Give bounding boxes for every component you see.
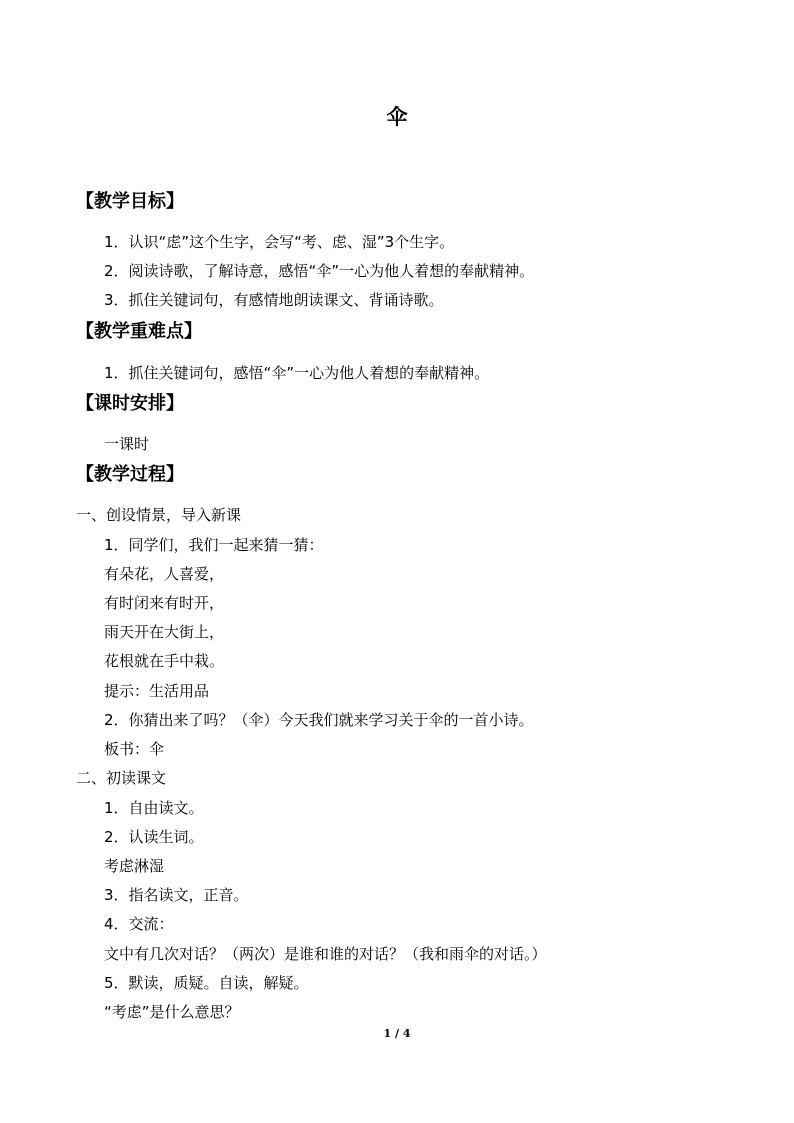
part2-line-7: 5．默读，质疑。自读，解疑。 — [104, 974, 309, 992]
part1-line-7: 2．你猜出来了吗？（伞）今天我们就来学习关于伞的一首小诗。 — [104, 711, 534, 729]
part2-line-1: 1．自由读文。 — [104, 799, 204, 817]
part2-line-8: “考虑”是什么意思？ — [104, 1003, 240, 1021]
part2-line-5: 4．交流： — [104, 915, 174, 933]
key-points-heading: 【教学重难点】 — [76, 321, 202, 342]
part1-line-2: 有朵花，人喜爱， — [104, 565, 225, 583]
key-point-item-1: 1．抓住关键词句，感悟“伞”一心为他人着想的奉献精神。 — [104, 364, 490, 382]
page-title: 伞 — [386, 105, 408, 129]
goal-item-1: 1．认识“虑”这个生字，会写“考、虑、湿”3个生字。 — [104, 233, 455, 251]
goal-item-2: 2．阅读诗歌，了解诗意，感悟“伞”一心为他人着想的奉献精神。 — [104, 262, 535, 280]
process-part1-title: 一、创设情景，导入新课 — [76, 506, 242, 524]
part1-line-1: 1．同学们，我们一起来猜一猜： — [104, 536, 324, 554]
part1-line-3: 有时闭来有时开， — [104, 594, 225, 612]
part1-line-4: 雨天开在大街上， — [104, 623, 225, 641]
page-number: 1 / 4 — [383, 1027, 411, 1040]
part2-line-6: 文中有几次对话？（两次）是谁和谁的对话？（我和雨伞的对话。） — [104, 945, 547, 963]
part2-line-2: 2．认读生词。 — [104, 828, 204, 846]
schedule-item-1: 一课时 — [104, 435, 150, 453]
part2-line-3: 考虑淋湿 — [104, 857, 165, 875]
process-part2-title: 二、初读课文 — [76, 769, 167, 787]
process-heading: 【教学过程】 — [76, 464, 184, 485]
goals-heading: 【教学目标】 — [76, 191, 184, 212]
part2-line-4: 3．指名读文，正音。 — [104, 886, 249, 904]
goal-item-3: 3．抓住关键词句，有感情地朗读课文、背诵诗歌。 — [104, 291, 444, 309]
part1-line-8: 板书：伞 — [104, 740, 165, 758]
part1-line-6: 提示：生活用品 — [104, 682, 210, 700]
schedule-heading: 【课时安排】 — [76, 393, 184, 414]
part1-line-5: 花根就在手中栽。 — [104, 652, 225, 670]
